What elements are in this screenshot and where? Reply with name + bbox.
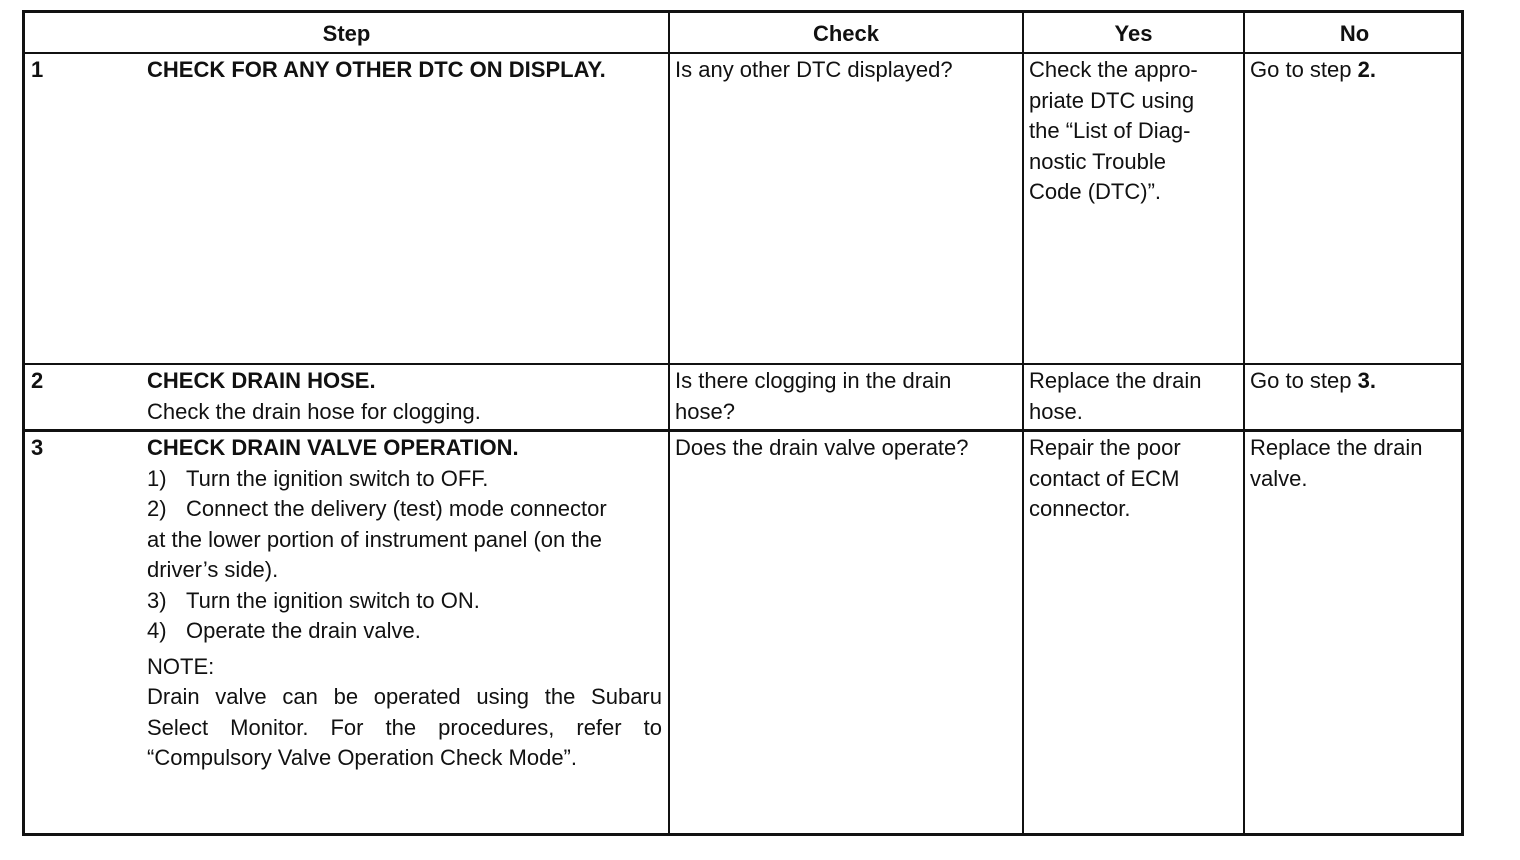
yes-line: Code (DTC)”. (1029, 179, 1162, 204)
procedure-step-text: Turn the ignition switch to ON. (186, 587, 480, 613)
yes-line: hose. (1029, 398, 1083, 424)
header-step: Step (322, 21, 371, 46)
col-divider-yes-no (1243, 13, 1245, 833)
note-line: Select Monitor. For the procedures, refer to (147, 714, 662, 740)
procedure-step (147, 494, 662, 525)
col-divider-step-check (668, 13, 670, 833)
check-line: hose? (675, 398, 735, 424)
procedure-step-number: 4) (147, 618, 167, 643)
procedure-step-text: Operate the drain valve. (186, 618, 421, 643)
check-line: Is there clogging in the drain (675, 368, 952, 393)
yes-line: Check the appro- (1029, 57, 1198, 82)
yes-line: contact of ECM (1029, 465, 1180, 491)
step-title-1: CHECK FOR ANY OTHER DTC ON DISPLAY. (147, 57, 606, 82)
yes-line: Replace the drain (1029, 368, 1202, 393)
procedure-step-text: Connect the delivery (test) mode connector (186, 496, 607, 521)
procedure-step-continuation: at the lower portion of instrument panel (on the (147, 526, 602, 552)
yes-action-3 (1029, 433, 1241, 525)
note-label: NOTE: (147, 653, 215, 679)
check-question-1: Is any other DTC displayed? (675, 57, 953, 82)
no-step-link: 2. (1357, 57, 1376, 82)
yes-line: Repair the poor (1029, 435, 1181, 460)
no-step-link: 3. (1357, 368, 1376, 393)
header-yes: Yes (1114, 21, 1153, 46)
note-line: “Compulsory Valve Operation Check Mode”. (147, 745, 577, 770)
diagnostic-table (22, 10, 1464, 836)
procedure-step-number: 2) (147, 496, 167, 521)
no-line: valve. (1250, 465, 1308, 491)
procedure-step (147, 616, 662, 647)
procedure-step-continuation: driver’s side). (147, 557, 279, 582)
col-divider-check-yes (1022, 13, 1024, 833)
no-prefix: Go to step (1250, 368, 1358, 393)
yes-action-1 (1029, 55, 1241, 208)
no-line: Replace the drain (1250, 435, 1423, 460)
step-content-2 (147, 366, 667, 427)
header-check: Check (812, 21, 880, 46)
step-content-3 (147, 433, 662, 774)
step-title-2: CHECK DRAIN HOSE. (147, 368, 376, 393)
check-question-2 (675, 366, 1020, 427)
yes-line: priate DTC using (1029, 87, 1195, 113)
yes-line: connector. (1029, 496, 1131, 521)
step-body-2: Check the drain hose for clogging. (147, 398, 481, 424)
procedure-step-number: 1) (147, 465, 167, 491)
step-number-1: 1 (31, 57, 44, 82)
no-action-1 (1250, 55, 1462, 86)
step-title-3: CHECK DRAIN VALVE OPERATION. (147, 435, 519, 460)
procedure-step-text: Turn the ignition switch to OFF. (186, 465, 489, 491)
no-prefix: Go to step (1250, 57, 1358, 82)
row-divider-1 (25, 363, 1461, 365)
yes-line: the “List of Diag- (1029, 118, 1191, 143)
note-line: Drain valve can be operated using the Subaru (147, 684, 662, 709)
row-divider-2 (25, 429, 1461, 432)
step-number-2: 2 (31, 368, 44, 393)
header-no: No (1339, 21, 1370, 46)
check-question-3: Does the drain valve operate? (675, 435, 969, 460)
no-action-3 (1250, 433, 1462, 494)
no-action-2 (1250, 366, 1462, 397)
row-divider-header (25, 52, 1461, 54)
procedure-step (147, 464, 662, 495)
step-number-3: 3 (31, 435, 44, 460)
procedure-step (147, 586, 662, 617)
yes-line: nostic Trouble (1029, 148, 1166, 174)
procedure-step-number: 3) (147, 587, 167, 613)
yes-action-2 (1029, 366, 1241, 427)
